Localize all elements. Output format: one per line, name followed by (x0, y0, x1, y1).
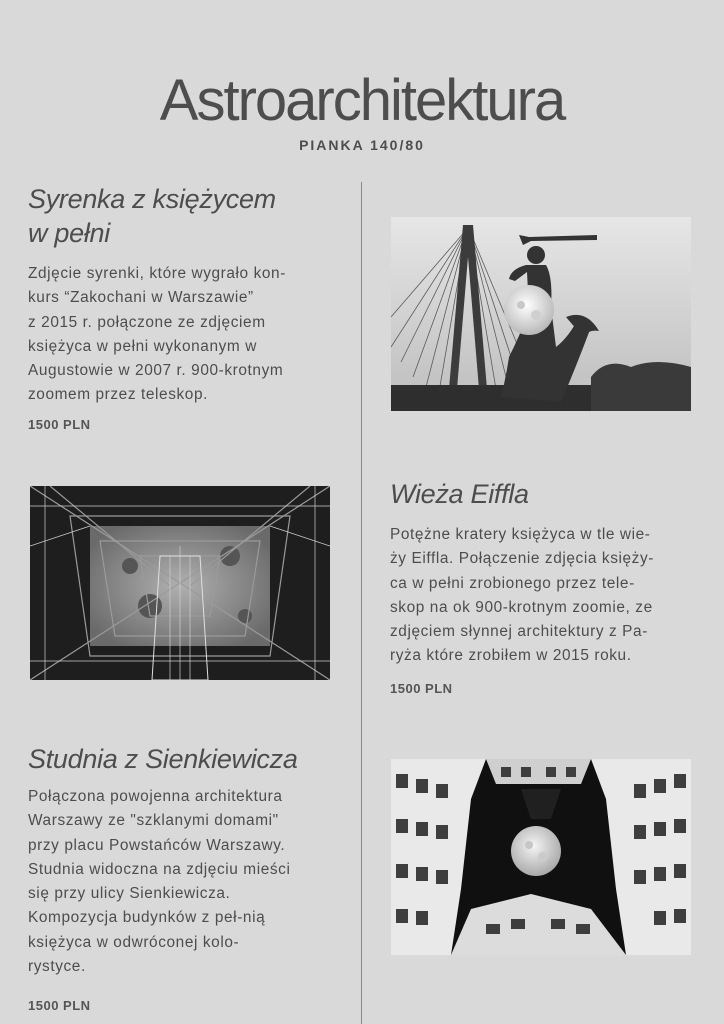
page-subtitle: PIANKA 140/80 (299, 137, 425, 153)
item-description-studnia: Połączona powojenna architektura Warszawy ze "szklanymi domami" przy placu Powstańców Warszawy. Studnia widoczna na zdjęciu mieści się przy ulicy Sienkiewicza. Kompozycja budynków z peł-nią księżyca w odwróconej kolo- rystyce. (28, 788, 291, 976)
column-divider (361, 182, 362, 1024)
item-title-eiffel: Wieża Eiffla (390, 479, 529, 509)
item-description-syrenka: Zdjęcie syrenki, które wygrało kon- kurs “Zakochani w Warszawie” z 2015 r. połączone ze zdjęciem księżyca w pełni wykonanym w Augustowie w 2007 r. 900-krotnym zoomem przez teleskop. (28, 265, 286, 404)
page-title: Astroarchitektura (159, 68, 565, 133)
item-description-eiffel: Potężne kratery księżyca w tle wie- ży Eiffla. Połączenie zdjęcia księży- ca w pełni zrobionego przez tele- skop na ok 900-krotnym zoomie, ze zdjęciem słynnej architektury z Pa- ryża które zrobiłem w 2015 roku. (390, 526, 654, 665)
photo-studnia (391, 759, 691, 955)
item-price-eiffel: 1500 PLN (390, 681, 453, 696)
item-title-studnia: Studnia z Sienkiewicza (28, 744, 298, 774)
photo-eiffel (30, 486, 330, 680)
item-title-syrenka: Syrenka z księżycem w pełni (28, 184, 276, 248)
photo-syrenka (391, 217, 691, 411)
item-price-syrenka: 1500 PLN (28, 417, 91, 432)
item-price-studnia: 1500 PLN (28, 998, 91, 1013)
